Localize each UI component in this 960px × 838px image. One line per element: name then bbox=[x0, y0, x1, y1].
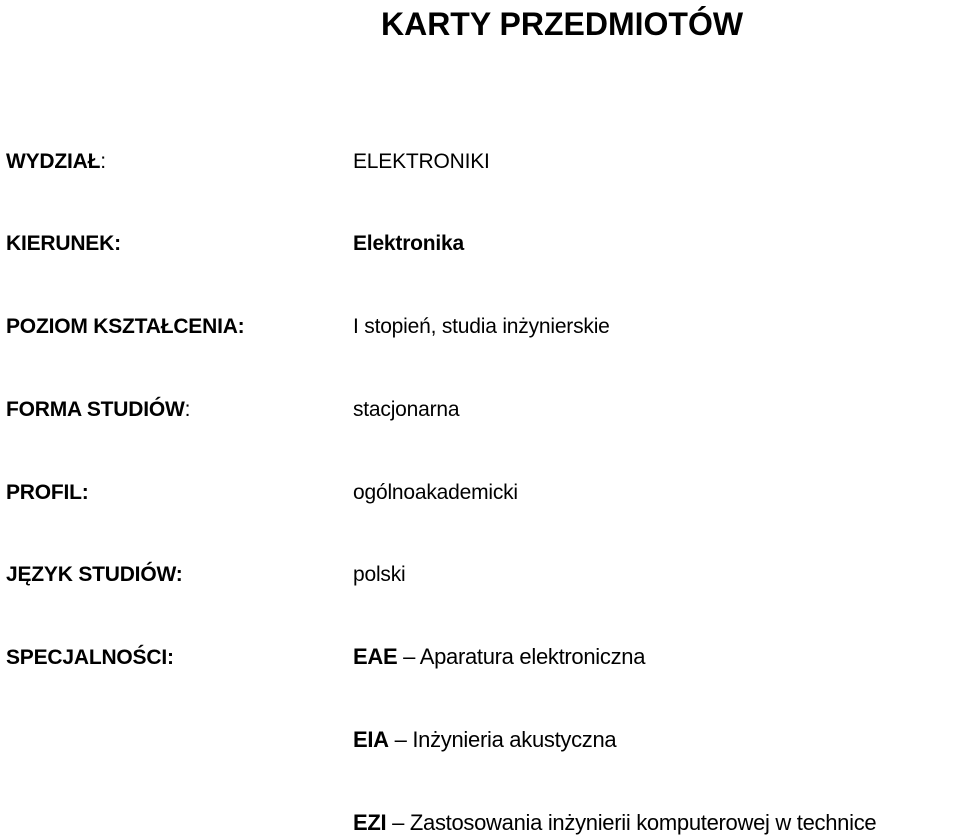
specializations-label-text: SPECJALNOŚCI: bbox=[6, 646, 174, 669]
specialization-code: EZI bbox=[353, 810, 387, 835]
specialization-item bbox=[353, 642, 645, 672]
study-form-label-colon: : bbox=[184, 398, 191, 421]
specialization-dash: – bbox=[394, 727, 407, 752]
faculty-label-text: WYDZIAŁ bbox=[6, 150, 101, 173]
profile-value: ogólnoakademicki bbox=[353, 481, 518, 504]
language-label-text: JĘZYK STUDIÓW: bbox=[6, 563, 183, 586]
specialization-name: Inżynieria akustyczna bbox=[412, 727, 617, 752]
specialization-name: Aparatura elektroniczna bbox=[419, 644, 646, 669]
specialization-code: EAE bbox=[353, 644, 398, 669]
specialization-code: EIA bbox=[353, 727, 389, 752]
study-form-label bbox=[6, 396, 190, 424]
page-title: KARTY PRZEDMIOTÓW bbox=[380, 6, 744, 42]
education-level-label bbox=[6, 313, 244, 341]
education-level-value: I stopień, studia inżynierskie bbox=[353, 315, 610, 338]
faculty-label-colon: : bbox=[100, 150, 106, 173]
specialization-name: Zastosowania inżynierii komputerowej w technice bbox=[409, 810, 877, 835]
language-label bbox=[6, 561, 183, 589]
study-form-label-text: FORMA STUDIÓW bbox=[6, 398, 185, 421]
specialization-item bbox=[353, 725, 616, 755]
study-form-value: stacjonarna bbox=[353, 398, 460, 421]
specialization-item bbox=[353, 808, 876, 838]
language-value: polski bbox=[353, 563, 406, 586]
faculty-label bbox=[6, 148, 106, 176]
field-of-study-value: Elektronika bbox=[353, 232, 465, 255]
profile-label bbox=[6, 479, 89, 507]
faculty-value: ELEKTRONIKI bbox=[353, 150, 490, 173]
profile-label-text: PROFIL: bbox=[6, 481, 89, 504]
specialization-dash: – bbox=[392, 810, 405, 835]
field-of-study-label-text: KIERUNEK: bbox=[6, 232, 121, 255]
education-level-label-text: POZIOM KSZTAŁCENIA: bbox=[6, 315, 245, 338]
specializations-label bbox=[6, 644, 174, 672]
specialization-dash: – bbox=[403, 644, 416, 669]
field-of-study-label bbox=[6, 230, 121, 258]
